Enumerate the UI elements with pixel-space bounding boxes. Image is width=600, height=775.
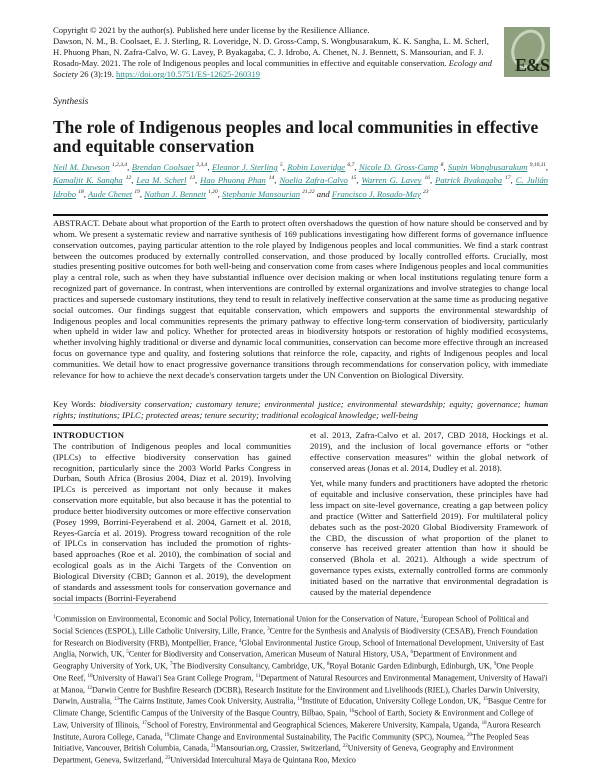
affiliation-text: University of Hawai'i Sea Grant College Program,	[92, 673, 256, 683]
affiliation-text: Center for Biodiversity and Conservation, American Museum of Natural History, USA,	[128, 649, 411, 659]
affiliation-number: 8	[326, 662, 330, 667]
affiliation-text: Royal Botanic Garden Edinburgh, Edinburgh, UK,	[329, 661, 494, 671]
author-affiliation-number: 12	[125, 175, 132, 182]
article-title: The role of Indigenous peoples and local communities in effective and equitable conservation	[53, 117, 539, 156]
affiliation-number: 7	[169, 662, 173, 667]
affiliation-number: 6	[410, 650, 413, 656]
affiliation-text: Department of Environment and Geography University of York, UK,	[53, 649, 517, 671]
section-heading-introduction: INTRODUCTION	[53, 430, 125, 440]
keywords-text: biodiversity conservation; customary tenure; environmental justice; environmental stewardship; equity; governance; human rights; institutions; IPLC; protected areas; tenure security; traditional ecological knowledge; well-being	[53, 399, 549, 420]
affiliation-number: 1	[53, 615, 56, 620]
author-link[interactable]: Hao Phuong Phan	[200, 175, 266, 186]
author-affiliation-number: 5	[280, 162, 283, 168]
author-link[interactable]: Lea M. Scherl	[136, 175, 187, 186]
keywords	[53, 399, 548, 421]
affiliation-text: Aurora Research Institute, Aurora College, Canada,	[53, 720, 541, 742]
author-affiliation-number: 14	[268, 175, 275, 182]
doi-link[interactable]: https://doi.org/10.5751/ES-12625-260319	[116, 69, 261, 79]
abstract-text: Debate about what proportion of the Earth to protect often overshadows the question of how nature should be conserved and by whom. We present a systematic review and narrative synthesis of 169 publications investigating how different forms of governance influence conservation outcomes, paying particular attention to the role played by Indigenous peoples and local communities. We find a stark contrast between the outcomes produced by externally controlled conservation, and those produced by locally controlled efforts. Crucially, most studies presenting positive outcomes for both well-being and conservation come from cases where Indigenous peoples and local communities play a central role, such as when they have substantial influence over decision making or when local institutions regulating tenure form a recognized part of governance. In contrast, when interventions are controlled by external organizations and involve strategies to change local practices and supersede customary institutions, they tend to result in relatively ineffective conservation at the same time as producing negative social outcomes. Our findings suggest that equitable conservation, which empowers and supports the environmental stewardship of Indigenous peoples and local communities represents the primary pathway to effective long-term conservation of biodiversity, particularly when upheld in wider law and policy. Whether for protected areas in biodiversity hotspots or restoration of highly modified ecosystems, whether involving highly traditional or diverse and dynamic local communities, conservation can become more effective through an increased focus on governance type and quality, and fostering solutions that reinforce the role, capacity, and rights of Indigenous peoples and local communities. We detail how to enact progressive governance transitions through recommendations for conservation policy, with immediate relevance for how to achieve the next decade's conservation targets under the UN Convention on Biological Diversity.	[53, 218, 548, 380]
author-link[interactable]: C. Julián Idrobo	[53, 175, 549, 199]
affiliation-text: Centre for the Synthesis and Analysis of Biodiversity (CESAB), French Foundation for Research on Biodiversity (FRB), Montpellier, France,	[53, 626, 538, 648]
affiliation-text: The Biodiversity Consultancy, Cambridge, UK,	[172, 661, 327, 671]
affiliation-number: 3	[267, 626, 270, 632]
affiliation-text: Basque Centre for Climate Change, Scientific Campus of the University of the Basque Country, Bilbao, Spain,	[53, 696, 547, 718]
author-link[interactable]: Noelia Zafra-Calvo	[279, 175, 348, 186]
affiliation-number: 4	[238, 638, 242, 644]
copyright-notice: Copyright © 2021 by the author(s). Published here under license by the Resilience Alliance.	[53, 25, 370, 35]
author-affiliation-number: 8	[440, 162, 444, 168]
author-link[interactable]: Kamaljit K. Sangha	[53, 175, 123, 186]
paragraph: Yet, while many funders and practitioners have adopted the rhetoric of equitable and inclusive conservation, these principles have had less impact on site-level governance, creating a gap between policy and practice (Witter and Satterfield 2019). For multilateral policy debates such as the post-2020 Global Biodiversity Framework of the CBD, the discussion of what proportion of the planet to conserve has received greater attention than how it should be conserved (Bhola et al. 2021). Although a wide spectrum of governance types exists, externally controlled forms are commonly initiated based on the narrative that environmental degradation is caused by the material dependence	[310, 478, 548, 597]
citation-header	[53, 25, 493, 80]
author-affiliation-number: 16	[424, 175, 430, 182]
author-link[interactable]: Stephanie Mansourian	[222, 188, 301, 199]
affiliation-text: Universidad Intercultural Maya de Quintana Roo, Mexico	[170, 755, 356, 765]
affiliation-text: Global Environmental Justice Group, School of International Development, University of East Anglia, Norwich, UK,	[53, 638, 544, 659]
affiliation-number: 21	[210, 744, 216, 750]
author-affiliation-number: 1,20	[208, 188, 218, 195]
affiliation-number: 20	[467, 732, 473, 738]
abstract-label: ABSTRACT.	[53, 218, 100, 228]
author-affiliation-number: 1,2,3,4	[112, 162, 128, 168]
author-affiliation-number: 15	[350, 175, 357, 182]
affiliation-text: Climate Change and Environmental Sustainability, The Pacific Community (SPC), Noumea,	[169, 732, 468, 742]
author-affiliation-number: 6,7	[347, 162, 355, 168]
affiliation-text: Department of Natural Resources and Environmental Management, University of Hawai'i at Manoa,	[53, 673, 548, 695]
affiliation-text: Institute of Education, University College London, UK,	[302, 696, 483, 706]
author-affiliation-number: 18	[78, 188, 84, 195]
affiliations-footnote	[53, 613, 548, 766]
affiliation-number: 12	[87, 685, 92, 691]
volume: 26 (3):19.	[79, 69, 114, 79]
affiliation-number: 18	[481, 720, 487, 726]
paragraph: et al. 2013, Zafra-Calvo et al. 2017, CBD 2018, Hockings et al. 2019), and the inclusion of local governance efforts or “other effective conservation measures” within the global network of conserved areas (Jonas et al. 2014, Dudley et al. 2018).	[310, 430, 548, 473]
author-link[interactable]: Robin Loveridge	[287, 161, 346, 172]
affiliation-text: European School of Political and Social Sciences (ESPOL), Lille Catholic University, Lille, France,	[53, 614, 529, 636]
journal-name: Ecology and Society	[53, 58, 492, 79]
footnote-divider	[53, 603, 548, 604]
affiliation-text: School of Forestry, Environmental and Geographical Sciences, Makerere University, Kampala, Uganda,	[146, 720, 482, 730]
affiliation-number: 19	[164, 732, 170, 738]
author-link[interactable]: Nathan J. Bennett	[144, 188, 206, 199]
affiliation-number: 11	[255, 673, 261, 679]
affiliation-number: 15	[482, 697, 488, 703]
affiliation-number: 5	[126, 650, 129, 656]
citation-text: Dawson, N. M., B. Coolsaet, E. J. Sterling, R. Loveridge, N. D. Gross-Camp, S. Wongbusarakum, K. K. Sangha, L. M. Scherl, H. Phuong Phan, N. Zafra-Calvo, W. G. Lavey, P. Byakagaba, C. J. Idrobo, A. Chenet, N. J. Bennett, S. Mansourian, and F. J. Rosado-May. 2021. The role of Indigenous peoples and local communities in effective and equitable conservation.	[53, 36, 489, 68]
affiliation-text: University of Geneva, Geography and Environment Department, Geneva, Switzerland,	[53, 743, 514, 765]
author-affiliation-number: 2,3,4	[196, 162, 208, 168]
affiliation-number: 17	[141, 720, 147, 726]
logo-text: E&S	[514, 55, 549, 75]
affiliation-number: 9	[493, 662, 497, 667]
affiliation-number: 16	[349, 709, 355, 714]
author-link[interactable]: Patrick Byakagaba	[435, 175, 503, 186]
author-link[interactable]: Nicole D. Gross-Camp	[358, 161, 439, 172]
journal-logo	[504, 27, 550, 77]
paragraph: The contribution of Indigenous peoples and local communities (IPLCs) to effective biodiversity conservation has gained recognition, particularly since the 2003 World Parks Congress in Durban, South Africa (Brosius 2004, Diaz et al. 2019). Involving IPLCs is perceived as important not only because it makes conservation more equitable, but also because it has the potential to produce better biodiversity outcomes or more effective conservation (Posey 1999, Borrini-Feyerabend et al. 2004, Garnett et al. 2018, Reyes-García et al. 2019). Progress toward recognition of the role of IPLCs in conservation has included the promotion of rights-based approaches (Roe et al. 2010), the combination of social and ecological goals as in the Aichi Targets of the Convention on Biological Diversity (CBD; Gannon et al. 2019), the development of standards and assessment tools for conservation governance and social impacts (Borrini-Feyerabend	[53, 440, 291, 603]
affiliation-text: School of Earth, Society & Environment and College of Law, University of Illinois,	[53, 708, 534, 730]
affiliation-number: 10	[87, 673, 93, 679]
affiliation-text: The Peopled Seas Initiative, Vancouver, British Columbia, Canada,	[53, 732, 529, 753]
affiliation-text: Darwin Centre for Bushfire Research (DCBR), Research Institute for the Environment and Livelihoods (RIEL), Charles Darwin University, Darwin, Australia,	[53, 685, 540, 706]
keywords-label: Key Words:	[53, 399, 96, 409]
affiliation-text: One People One Reef,	[53, 661, 534, 683]
affiliation-number: 2	[420, 615, 423, 620]
author-link[interactable]: Supin Wongbusarakum	[447, 161, 528, 172]
authors-and: and	[316, 188, 330, 199]
author-link[interactable]: Aude Chenet	[88, 188, 133, 199]
author-affiliation-number: 13	[189, 175, 195, 182]
affiliation-number: 22	[342, 744, 348, 750]
affiliation-text: The Cairns Institute, James Cook University, Australia,	[118, 696, 298, 706]
divider	[53, 214, 548, 216]
body-column-left	[53, 430, 291, 609]
author-affiliation-number: 19	[134, 188, 140, 195]
author-list: Neil M. Dawson $^{1,2,3,4}$, Brendan Coolsaet $^{2,3,4}$, Eleanor J. Sterling $^5$, Robin Loveridge $^{6,7}$, Nicole D. Gross-Camp $^8$, Supin Wongbusarakum $^{9,10,11}$, Kamaljit K. Sangha $^{12}$, Lea M. Scherl $^{13}$, Hao Phuong Phan $^{14}$, Noelia Zafra-Calvo $^{15}$, Warren G. Lavey $^{16}$, Patrick Byakagaba $^{17}$, C. Julián Idrobo $^{18}$, Aude Chenet $^{19}$, Nathan J. Bennett $^{1,20}$, Stephanie Mansourian $^{21,22}$ and Francisco J. Rosado-May $^{23}$	[53, 161, 549, 199]
affiliation-number: 23	[165, 756, 171, 761]
affiliation-text: Mansourian.org, Crassier, Switzerland,	[215, 743, 343, 753]
author-affiliation-number: 17	[505, 175, 511, 182]
author-affiliation-number: 23	[423, 188, 429, 195]
article-type: Synthesis	[53, 97, 89, 107]
divider	[53, 424, 548, 426]
author-link[interactable]: Brendan Coolsaet	[131, 161, 194, 172]
author-link[interactable]: Warren G. Lavey	[361, 175, 422, 186]
author-affiliation-number: 9,10,11	[529, 162, 546, 168]
citation	[53, 36, 493, 80]
affiliation-number: 13	[113, 697, 119, 703]
author-affiliation-number: 21,22	[302, 188, 315, 195]
author-link[interactable]: Eleanor J. Sterling	[211, 161, 278, 172]
author-link[interactable]: Neil M. Dawson	[53, 161, 110, 172]
author-link[interactable]: Francisco J. Rosado-May	[331, 188, 421, 199]
affiliation-number: 14	[297, 697, 303, 703]
body-column-right	[310, 430, 548, 603]
abstract	[53, 218, 548, 381]
affiliation-text: Commission on Environmental, Economic and Social Policy, International Union for the Conservation of Nature,	[55, 614, 421, 624]
